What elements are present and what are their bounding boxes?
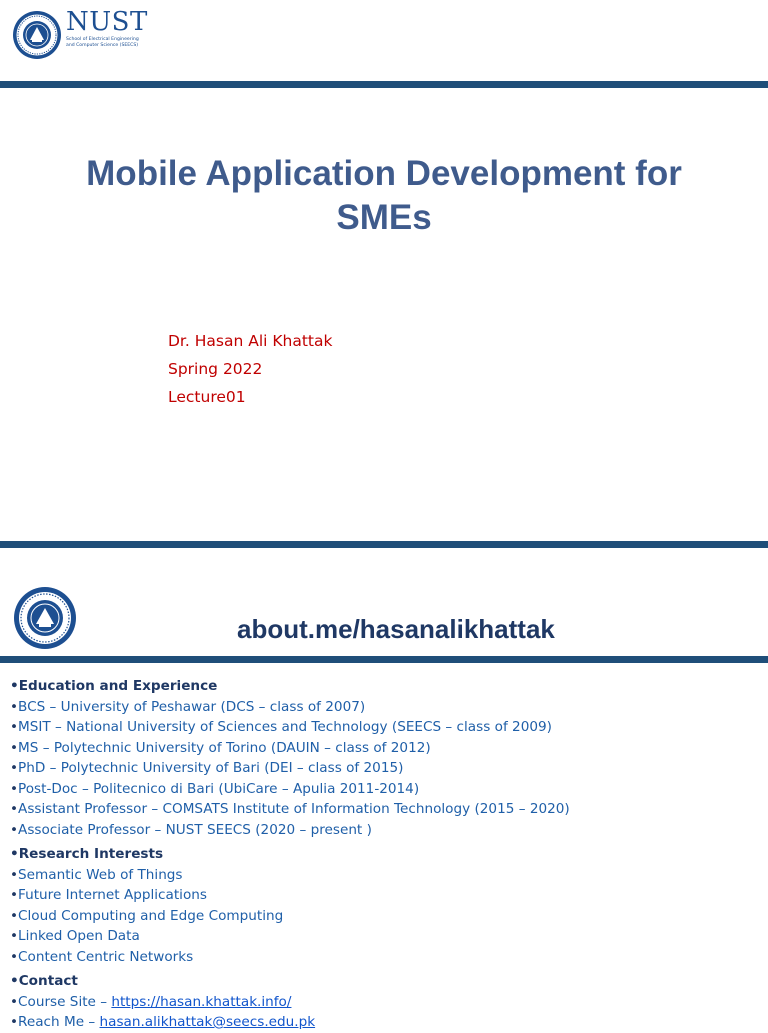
nust-logo-icon xyxy=(12,10,62,60)
lecture-meta xyxy=(168,327,332,411)
email-link[interactable]: hasan.alikhattak@seecs.edu.pk xyxy=(99,1014,316,1030)
email-label: Reach Me – xyxy=(18,1014,100,1030)
bullet: • xyxy=(10,678,19,694)
lecture-number: Lecture01 xyxy=(168,388,246,406)
title-line-2: SMEs xyxy=(336,198,432,237)
list-item: •Semantic Web of Things xyxy=(10,866,183,883)
list-item: •PhD – Polytechnic University of Bari (DEI – class of 2015) xyxy=(10,760,404,776)
section-heading-education: •Education and Experience xyxy=(10,678,218,694)
course-site-link[interactable]: https://hasan.khattak.info/ xyxy=(111,993,292,1010)
list-item: •Content Centric Networks xyxy=(10,948,194,965)
nust-school: School of Electrical Engineering and Computer Science (SEECS) xyxy=(66,37,139,48)
list-item: •MSIT – National University of Sciences and Technology (SEECS – class of 2009) xyxy=(10,719,552,735)
course-site-item: •Course Site – https://hasan.khattak.info/ xyxy=(10,993,292,1010)
list-item: •Linked Open Data xyxy=(10,928,140,944)
list-item: •Post-Doc – Politecnico di Bari (UbiCare – Apulia 2011-2014) xyxy=(10,780,420,797)
list-item: •Future Internet Applications xyxy=(10,887,207,903)
list-item: •Assistant Professor – COMSATS Institute of Information Technology (2015 – 2020) xyxy=(10,801,570,817)
section-heading-contact: •Contact xyxy=(10,973,78,989)
title-line-1: Mobile Application Development for xyxy=(86,154,682,193)
list-item: •MS – Polytechnic University of Torino (DAUIN – class of 2012) xyxy=(10,739,431,756)
about-content xyxy=(10,676,760,1033)
nust-wordmark xyxy=(66,8,148,49)
list-item: •Cloud Computing and Edge Computing xyxy=(10,907,284,924)
about-divider xyxy=(0,656,768,663)
about-slide xyxy=(0,548,768,1030)
section-heading-research: •Research Interests xyxy=(10,846,164,862)
author-name: Dr. Hasan Ali Khattak xyxy=(168,332,333,350)
email-item: •Reach Me – hasan.alikhattak@seecs.edu.pk xyxy=(10,1014,316,1030)
course-site-label: Course Site – xyxy=(18,993,112,1010)
list-item: •BCS – University of Peshawar (DCS – class of 2007) xyxy=(10,698,366,715)
about-heading: about.me/hasanalikhattak xyxy=(237,614,555,644)
slide-separator xyxy=(0,541,768,548)
nust-seal-icon xyxy=(13,586,77,650)
term: Spring 2022 xyxy=(168,360,263,378)
list-item: •Associate Professor – NUST SEECS (2020 – present ) xyxy=(10,821,372,838)
slide-title xyxy=(0,152,768,240)
nust-name: NUST xyxy=(66,7,148,37)
header-divider xyxy=(0,81,768,88)
